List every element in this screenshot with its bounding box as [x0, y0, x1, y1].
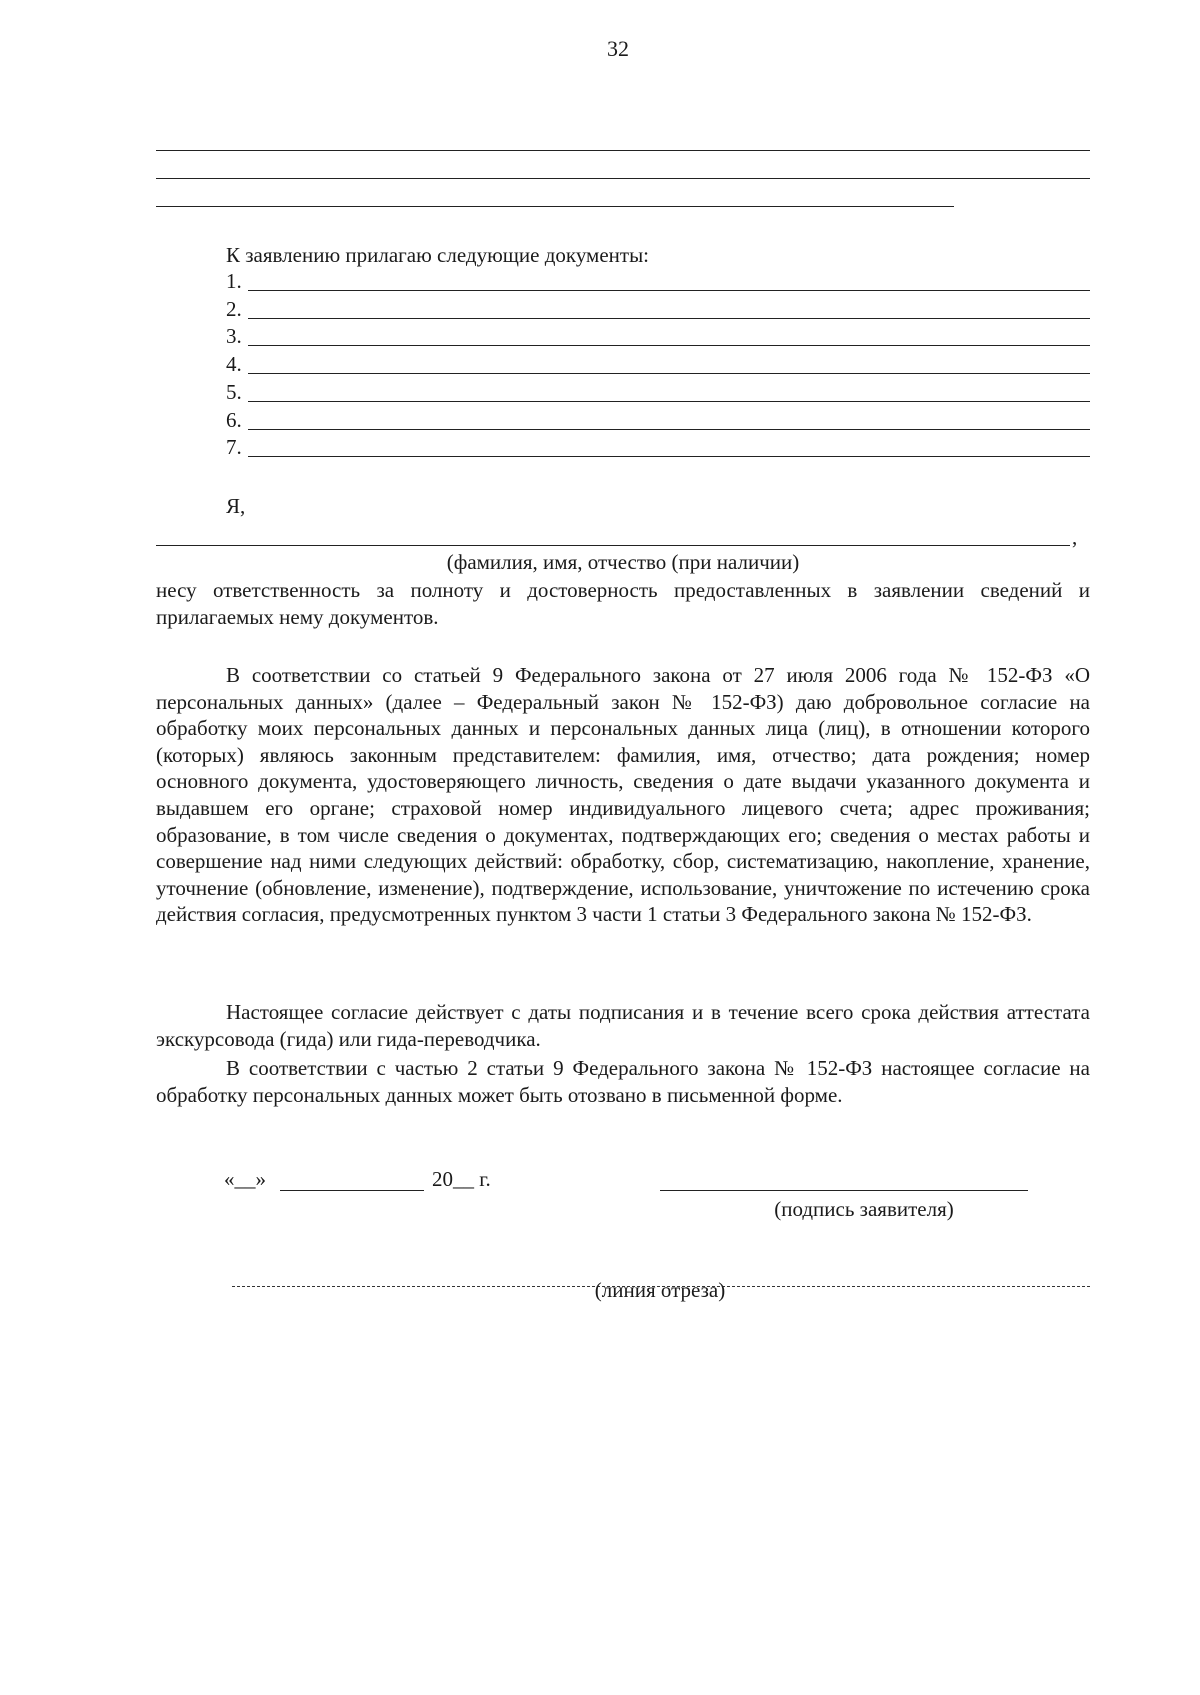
- attachment-number: 4.: [226, 352, 242, 376]
- attachment-fill-line: [248, 318, 1090, 319]
- date-month-fill-line[interactable]: [280, 1190, 424, 1191]
- attachment-number: 5.: [226, 380, 242, 404]
- attachment-number: 2.: [226, 297, 242, 321]
- attachments-heading: К заявлению прилагаю следующие документы:: [226, 243, 650, 267]
- attachment-item[interactable]: [226, 379, 1090, 406]
- declaration-start: Я,: [226, 494, 246, 518]
- name-caption: (фамилия, имя, отчество (при наличии): [446, 550, 800, 574]
- attachment-item[interactable]: [226, 323, 1090, 350]
- consent-paragraph-2: Настоящее согласие действует с даты подписания и в течение всего срока действия аттестата экскурсовода (гида) или гида-переводчика.: [156, 1000, 1090, 1051]
- attachment-fill-line: [248, 456, 1090, 457]
- signature-caption: (подпись заявителя): [774, 1197, 954, 1221]
- consent-paragraph-1: В соответствии со статьей 9 Федерального закона от 27 июля 2006 года № 152-ФЗ «О персональных данных» (далее – Федеральный закон № 152-ФЗ) даю добровольное согласие на обработку моих персональных данных и персональных данных лица (лиц), в отношении которого (которых) являюсь законным представителем: фамилия, имя, отчество; дата рождения; номер основного документа, удостоверяющего личность, сведения о дате выдачи указанного документа и выдавшем его органе; страховой номер индивидуального лицевого счета; адрес проживания; образование, в том числе сведения о документах, подтверждающих его; сведения о местах работы и совершение над ними следующих действий: обработку, сбор, систематизацию, накопление, хранение, уточнение (обновление, изменение), подтверждение, использование, уничтожение по истечению срока действия согласия, предусмотренных пунктом 3 части 1 статьи 3 Федерального закона № 152-ФЗ.: [156, 663, 1090, 927]
- attachment-item[interactable]: [226, 268, 1090, 295]
- name-fill-line[interactable]: [156, 545, 1070, 546]
- attachment-fill-line: [248, 401, 1090, 402]
- attachment-fill-line: [248, 345, 1090, 346]
- consent-paragraph-3: В соответствии с частью 2 статьи 9 Федерального закона № 152-ФЗ настоящее согласие на обработку персональных данных может быть отозвано в письменной форме.: [156, 1056, 1090, 1107]
- attachment-number: 7.: [226, 435, 242, 459]
- attachment-item[interactable]: [226, 407, 1090, 434]
- blank-line-top-3: [156, 206, 954, 207]
- attachment-fill-line: [248, 373, 1090, 374]
- attachment-item[interactable]: [226, 296, 1090, 323]
- signature-fill-line[interactable]: [660, 1190, 1028, 1191]
- attachment-fill-line: [248, 429, 1090, 430]
- attachment-number: 3.: [226, 324, 242, 348]
- name-line-comma: ,: [1072, 525, 1078, 549]
- responsibility-text: несу ответственность за полноту и достоверность предоставленных в заявлении сведений и прилагаемых нему документов.: [156, 578, 1090, 629]
- date-day-field[interactable]: «__»: [224, 1167, 266, 1191]
- page-number: 32: [607, 36, 629, 61]
- date-year-field[interactable]: 20__ г.: [432, 1167, 491, 1191]
- blank-line-top-2: [156, 178, 1090, 179]
- attachment-item[interactable]: [226, 434, 1090, 461]
- cut-line-caption: (линия отреза): [594, 1278, 726, 1302]
- attachment-number: 6.: [226, 408, 242, 432]
- attachment-number: 1.: [226, 269, 242, 293]
- attachment-fill-line: [248, 290, 1090, 291]
- attachment-item[interactable]: [226, 351, 1090, 378]
- blank-line-top-1: [156, 150, 1090, 151]
